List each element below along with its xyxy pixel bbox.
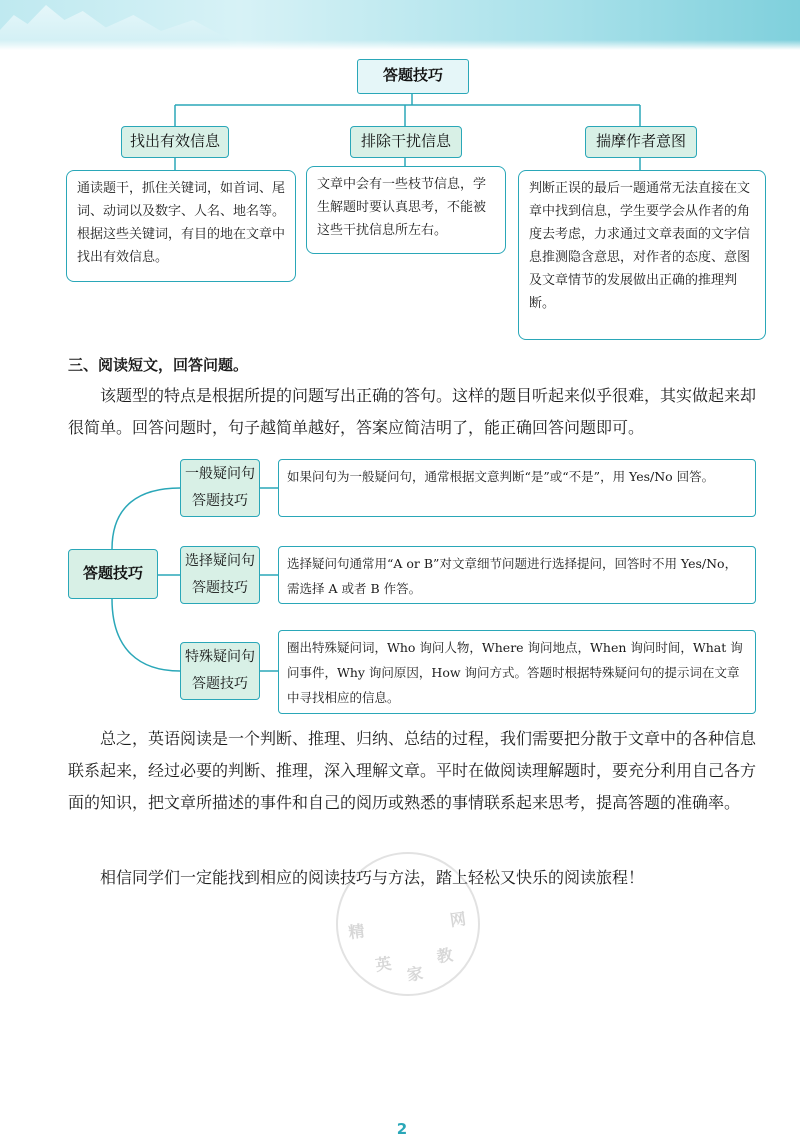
label-choice-question — [180, 546, 260, 604]
closing-paragraph: 相信同学们一定能找到相应的阅读技巧与方法，踏上轻松又快乐的阅读旅程！ — [100, 868, 645, 887]
text-wh-question: 圈出特殊疑问词，Who 询问人物，Where 询问地点，When 询问时间，What 询问事件，Why 询问原因，How 询问方式。答题时根据特殊疑问句的提示词在文章中寻找相应的信息。 — [278, 630, 756, 714]
section-heading: 三、阅读短文，回答问题。 — [68, 356, 249, 374]
label-line2: 答题技巧 — [192, 676, 248, 692]
label-line1: 一般疑问句 — [185, 466, 255, 482]
label-line2: 答题技巧 — [192, 580, 248, 596]
label-line1: 选择疑问句 — [185, 553, 255, 569]
text-choice-question: 选择疑问句通常用“A or B”对文章细节问题进行选择提问，回答时不用 Yes/No，需选择 A 或者 B 作答。 — [278, 546, 756, 604]
branch-label-author-intent: 揣摩作者意图 — [585, 126, 697, 158]
page-number: 2 — [396, 1120, 408, 1138]
label-yes-no-question — [180, 459, 260, 517]
top-tree-root: 答题技巧 — [357, 59, 469, 94]
branch-label-find-info: 找出有效信息 — [121, 126, 229, 158]
watermark-stamp: 精 英 家 教 网 — [327, 843, 490, 1006]
branch-text-author-intent: 判断正误的最后一题通常无法直接在文章中找到信息，学生要学会从作者的角度去考虑，力求通过文章表面的文字信息推测隐含意思，对作者的态度、意图及文章情节的发展做出正确的推理判断。 — [518, 170, 766, 340]
summary-paragraph: 总之，英语阅读是一个判断、推理、归纳、总结的过程，我们需要把分散于文章中的各种信息联系起来，经过必要的判断、推理，深入理解文章。平时在做阅读理解题时，要充分利用自己各方面的知识，把文章所描述的事件和自己的阅历或熟悉的事情联系起来思考，提高答题的准确率。 — [68, 729, 757, 812]
branch-label-exclude-info: 排除干扰信息 — [350, 126, 462, 158]
label-line1: 特殊疑问句 — [185, 649, 255, 665]
intro-paragraph: 该题型的特点是根据所提的问题写出正确的答句。这样的题目听起来似乎很难，其实做起来却很简单。回答问题时，句子越简单越好，答案应简洁明了，能正确回答问题即可。 — [68, 386, 757, 437]
label-wh-question — [180, 642, 260, 700]
text-yes-no-question: 如果问句为一般疑问句，通常根据文意判断“是”或“不是”，用 Yes/No 回答。 — [278, 459, 756, 517]
answer-tree-root: 答题技巧 — [68, 549, 158, 599]
label-line2: 答题技巧 — [192, 493, 248, 509]
branch-text-exclude-info: 文章中会有一些枝节信息，学生解题时要认真思考，不能被这些干扰信息所左右。 — [306, 166, 506, 254]
branch-text-find-info: 通读题干，抓住关键词，如首词、尾词、动词以及数字、人名、地名等。根据这些关键词，有目的地在文章中找出有效信息。 — [66, 170, 296, 282]
